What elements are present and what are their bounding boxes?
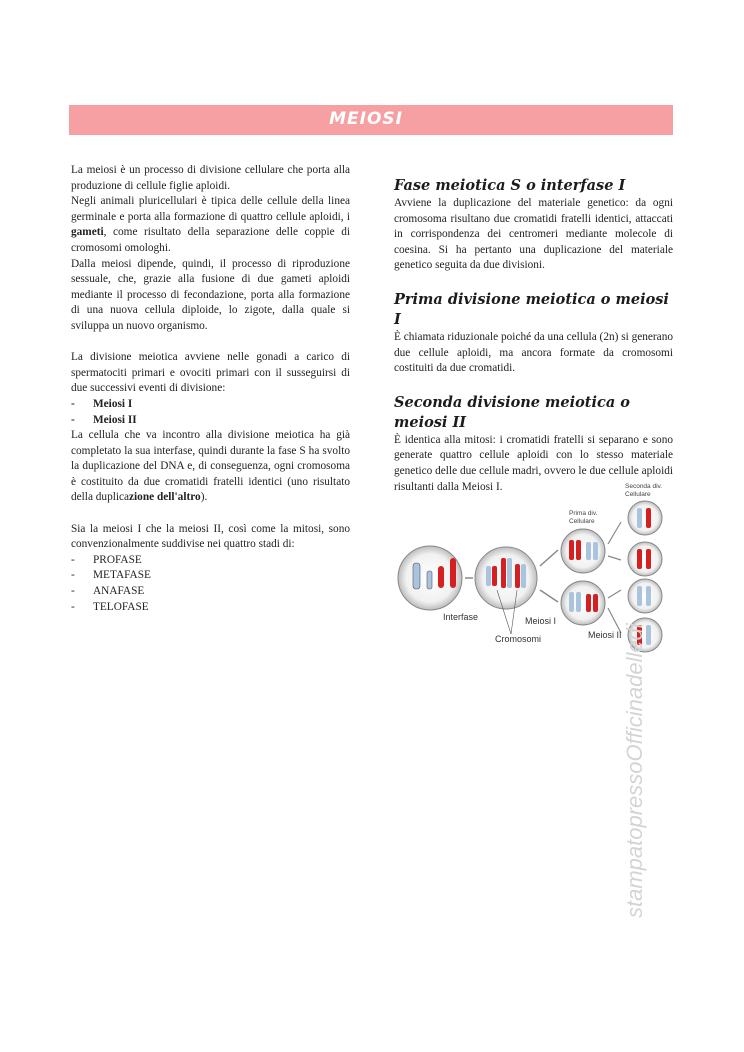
- label-prima-div-1: Prima div.: [569, 510, 598, 517]
- page-title: MEIOSI: [329, 109, 403, 129]
- paragraph-gameti: Negli animali pluricellulari è tipica delle cellule della linea germinale e porta alla formazione di quattro cellule aploidi, i gameti, come risultato della separazione delle coppie di cromosomi omologhi.: [71, 195, 350, 254]
- watermark: stampatopressoOfficinadelledi: [622, 623, 647, 918]
- cell-daughter-2: [561, 581, 605, 625]
- paragraph-riproduzione: Dalla meiosi dipende, quindi, il processo di riproduzione sessuale, che, grazie alla fusione di due gameti aploidi mediante il processo di fecondazione, porta alla formazione di una nuova cellula diploide, lo zigote, dalla quale si sviluppa un nuovo organismo.: [71, 257, 350, 332]
- section-meiosi-2: È identica alla mitosi: i cromatidi fratelli si separano e sono generate quattro cellule aploidi con lo stesso materiale genetico delle due cellule madri, ovvero le due cellule aploidi risultanti dalla Meiosi I.: [394, 433, 673, 493]
- list-item-stage: - ANAFASE: [71, 585, 145, 598]
- section-meiosi-1: È chiamata riduzionale poiché da una cellula (2n) si generano due cellule aploidi, ma ancora formate da cromosomi costituiti da due cromatidi.: [394, 330, 673, 375]
- list-item-meiosi-2: - Meiosi II: [71, 413, 137, 426]
- cell-gamete-2: [628, 542, 662, 576]
- left-column: [71, 163, 350, 615]
- label-prima-div-2: Cellulare: [569, 518, 595, 525]
- label-seconda-div-1: Seconda div.: [625, 483, 663, 490]
- cell-gamete-1: [628, 501, 662, 535]
- bold-gameti: gameti: [71, 226, 104, 239]
- list-item-stage: - TELOFASE: [71, 600, 149, 613]
- label-interfase: Interfase: [443, 612, 479, 622]
- label-cromosomi: Cromosomi: [495, 634, 542, 644]
- heading-interfase: Fase meiotica S o interfase I: [394, 177, 626, 194]
- list-item-meiosi-1: - Meiosi I: [71, 397, 133, 410]
- label-seconda-div-2: Cellulare: [625, 491, 651, 498]
- section-interfase: Avviene la duplicazione del materiale genetico: da ogni cromosoma risultano due cromatidi fratelli identici, attaccati in corrispondenza dei centromeri mediante molecole di coesina. Si ha pertanto una duplicazione del materiale genetico seguita da due divisioni.: [394, 197, 673, 272]
- list-item-stage: - METAFASE: [71, 569, 151, 582]
- heading-meiosi-1: Prima divisione meiotica o meiosi I: [394, 290, 669, 328]
- paragraph-interfase: La cellula che va incontro alla divisione meiotica ha già completato la sua interfase, quindi durante la fase S ha svolto la duplicazione del DNA e, di conseguenza, ogni cromosoma è costituito da due cromatidi fratelli identici (uno risultato della duplicazione dell'altro).: [71, 429, 350, 504]
- paragraph-divisione: La divisione meiotica avviene nelle gonadi a carico di spermatociti primari e ovociti primari con il susseguirsi di due successivi eventi di divisione:: [71, 351, 350, 395]
- right-column: [394, 176, 673, 495]
- cell-gamete-3: [628, 579, 662, 613]
- cell-daughter-1: [561, 529, 605, 573]
- list-item-stage: - PROFASE: [71, 553, 142, 566]
- title-banner: [69, 105, 673, 135]
- paragraph-intro: La meiosi è un processo di divisione cellulare che porta alla produzione di cellule figlie aploidi.: [71, 164, 350, 192]
- label-meiosi-1: Meiosi I: [525, 616, 557, 626]
- paragraph-stadi: Sia la meiosi I che la meiosi II, così come la mitosi, sono convenzionalmente suddivise nei quattro stadi di:: [71, 522, 350, 551]
- label-meiosi-2: Meiosi II: [588, 630, 622, 640]
- heading-meiosi-2: Seconda divisione meiotica o meiosi II: [394, 393, 630, 431]
